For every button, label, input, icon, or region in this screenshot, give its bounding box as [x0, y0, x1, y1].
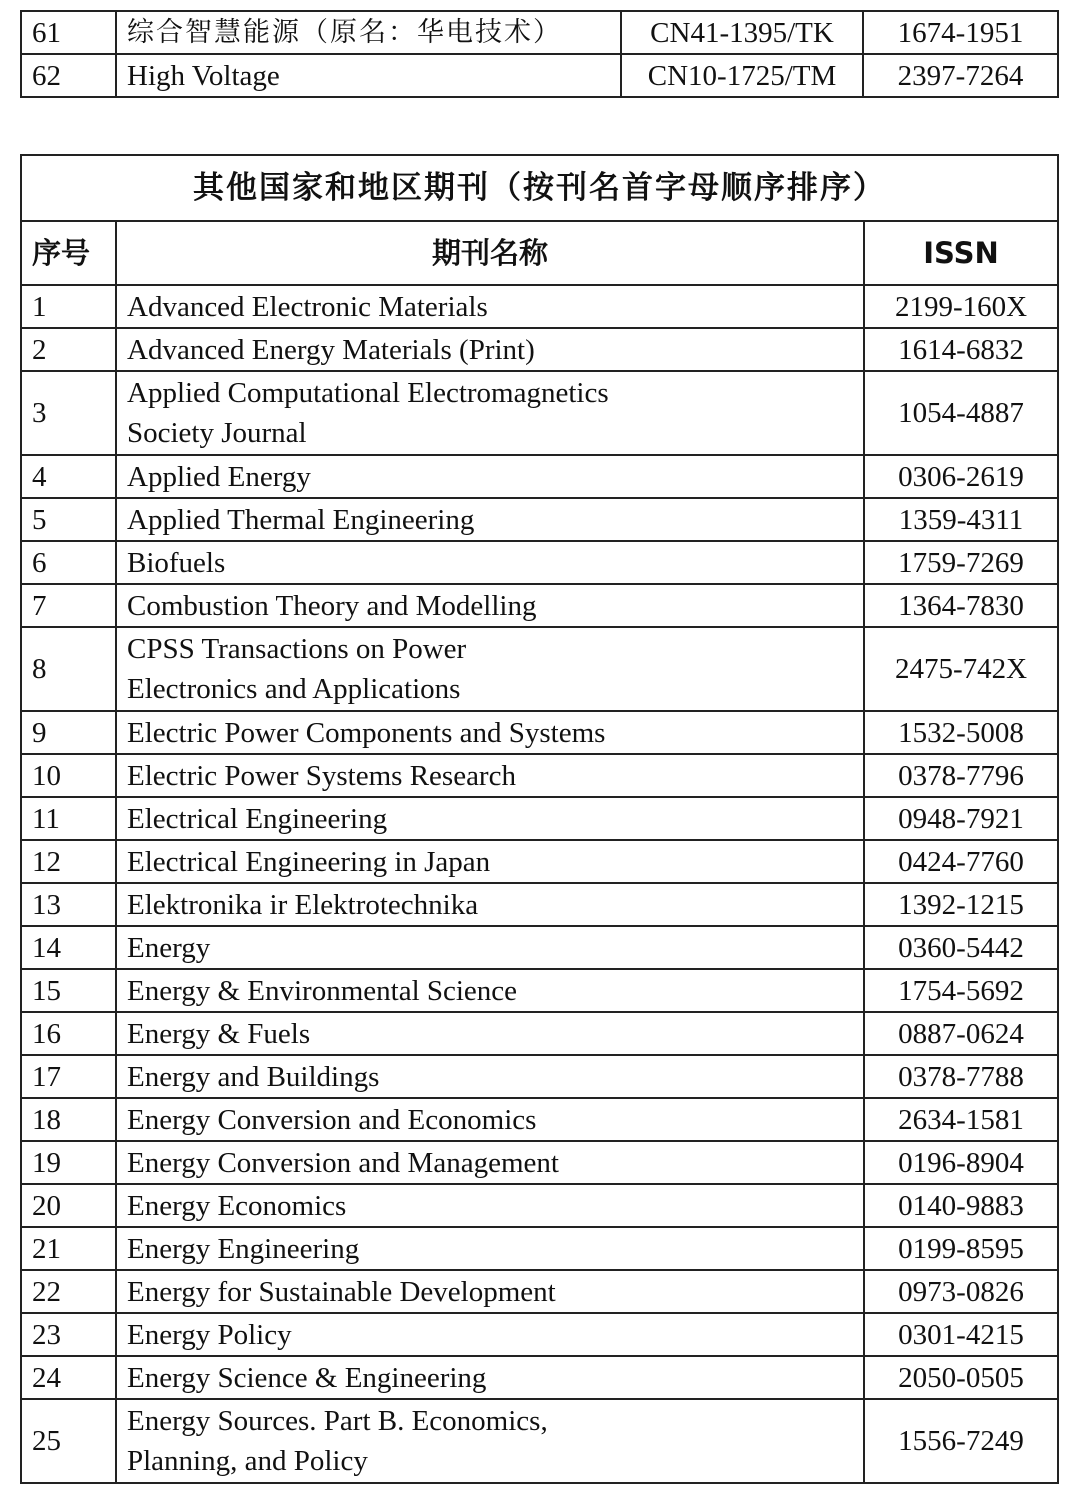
table-row [21, 54, 1058, 97]
journal-name: High Voltage [116, 54, 621, 97]
issn: 0378-7796 [864, 754, 1058, 797]
issn: 1364-7830 [864, 584, 1058, 627]
journal-name: Energy Economics [116, 1184, 864, 1227]
row-number: 12 [21, 840, 116, 883]
journal-name-line: Energy Sources. Part B. Economics, [127, 1405, 548, 1437]
journal-name: Electrical Engineering [116, 797, 864, 840]
header-journal-name: 期刊名称 [116, 221, 864, 285]
header-number: 序号 [21, 221, 116, 285]
cn-number: CN41-1395/TK [621, 11, 863, 54]
row-number: 61 [21, 11, 116, 54]
issn: 0140-9883 [864, 1184, 1058, 1227]
row-number: 22 [21, 1270, 116, 1313]
journal-name [116, 627, 864, 711]
journal-name: Electric Power Systems Research [116, 754, 864, 797]
row-number: 19 [21, 1141, 116, 1184]
row-number: 25 [21, 1399, 116, 1483]
table-row [21, 627, 1058, 711]
journal-name: Energy Conversion and Management [116, 1141, 864, 1184]
row-number: 5 [21, 498, 116, 541]
row-number: 4 [21, 455, 116, 498]
journal-name-line: Planning, and Policy [127, 1445, 368, 1477]
table-row [21, 1399, 1058, 1483]
journal-name: 综合智慧能源（原名：华电技术） [116, 11, 621, 54]
issn: 2199-160X [864, 285, 1058, 328]
table-row [21, 1184, 1058, 1227]
issn: 1054-4887 [864, 371, 1058, 455]
journal-name: Advanced Electronic Materials [116, 285, 864, 328]
row-number: 23 [21, 1313, 116, 1356]
table-row [21, 1270, 1058, 1313]
journal-name [116, 371, 864, 455]
table-row [21, 1012, 1058, 1055]
journal-name: Energy Conversion and Economics [116, 1098, 864, 1141]
table-row [21, 541, 1058, 584]
table-row [21, 328, 1058, 371]
issn: 1359-4311 [864, 498, 1058, 541]
issn: 1754-5692 [864, 969, 1058, 1012]
journal-name-line: Electronics and Applications [127, 673, 461, 705]
table-row [21, 711, 1058, 754]
row-number: 11 [21, 797, 116, 840]
journal-name: Electrical Engineering in Japan [116, 840, 864, 883]
issn: 1532-5008 [864, 711, 1058, 754]
journal-name: Energy & Environmental Science [116, 969, 864, 1012]
table-row [21, 754, 1058, 797]
journal-name: Energy and Buildings [116, 1055, 864, 1098]
table-row [21, 455, 1058, 498]
journal-name: Energy & Fuels [116, 1012, 864, 1055]
issn: 0301-4215 [864, 1313, 1058, 1356]
issn: 0948-7921 [864, 797, 1058, 840]
table-row [21, 883, 1058, 926]
issn: 1556-7249 [864, 1399, 1058, 1483]
row-number: 2 [21, 328, 116, 371]
journal-name: Energy for Sustainable Development [116, 1270, 864, 1313]
cn-number: CN10-1725/TM [621, 54, 863, 97]
table-row [21, 1356, 1058, 1399]
table-row [21, 498, 1058, 541]
issn: 1759-7269 [864, 541, 1058, 584]
row-number: 62 [21, 54, 116, 97]
table-row [21, 926, 1058, 969]
issn: 0378-7788 [864, 1055, 1058, 1098]
table-row [21, 285, 1058, 328]
table-row [21, 11, 1058, 54]
issn: 0306-2619 [864, 455, 1058, 498]
table-row [21, 371, 1058, 455]
journal-name-line: CPSS Transactions on Power [127, 633, 467, 665]
row-number: 17 [21, 1055, 116, 1098]
journal-name: Biofuels [116, 541, 864, 584]
row-number: 7 [21, 584, 116, 627]
issn: 2475-742X [864, 627, 1058, 711]
journal-name: Energy Policy [116, 1313, 864, 1356]
row-number: 15 [21, 969, 116, 1012]
previous-journal-table [20, 10, 1059, 98]
table-row [21, 840, 1058, 883]
row-number: 21 [21, 1227, 116, 1270]
table-row [21, 1227, 1058, 1270]
journal-name: Elektronika ir Elektrotechnika [116, 883, 864, 926]
table-row [21, 584, 1058, 627]
issn: 0973-0826 [864, 1270, 1058, 1313]
row-number: 1 [21, 285, 116, 328]
journal-name: Advanced Energy Materials (Print) [116, 328, 864, 371]
issn: 2050-0505 [864, 1356, 1058, 1399]
journal-name-line: Applied Computational Electromagnetics [127, 377, 609, 409]
journal-name: Energy Science & Engineering [116, 1356, 864, 1399]
issn: 1614-6832 [864, 328, 1058, 371]
issn: 2634-1581 [864, 1098, 1058, 1141]
issn: 0887-0624 [864, 1012, 1058, 1055]
row-number: 24 [21, 1356, 116, 1399]
row-number: 9 [21, 711, 116, 754]
journal-name-line: Society Journal [127, 417, 307, 449]
row-number: 20 [21, 1184, 116, 1227]
journal-name: Energy [116, 926, 864, 969]
section-title: 其他国家和地区期刊（按刊名首字母顺序排序） [21, 155, 1058, 221]
foreign-journal-table [20, 154, 1059, 1484]
table-row [21, 797, 1058, 840]
row-number: 18 [21, 1098, 116, 1141]
table-row [21, 1141, 1058, 1184]
journal-name: Applied Energy [116, 455, 864, 498]
journal-name: Electric Power Components and Systems [116, 711, 864, 754]
table-row [21, 1055, 1058, 1098]
issn: 0424-7760 [864, 840, 1058, 883]
issn: 0196-8904 [864, 1141, 1058, 1184]
issn: 1674-1951 [863, 11, 1058, 54]
issn: 0199-8595 [864, 1227, 1058, 1270]
issn: 0360-5442 [864, 926, 1058, 969]
journal-name [116, 1399, 864, 1483]
row-number: 6 [21, 541, 116, 584]
table-row [21, 1313, 1058, 1356]
row-number: 3 [21, 371, 116, 455]
row-number: 16 [21, 1012, 116, 1055]
row-number: 10 [21, 754, 116, 797]
issn: 2397-7264 [863, 54, 1058, 97]
journal-rows [21, 285, 1058, 1483]
row-number: 13 [21, 883, 116, 926]
journal-name: Applied Thermal Engineering [116, 498, 864, 541]
issn: 1392-1215 [864, 883, 1058, 926]
row-number: 14 [21, 926, 116, 969]
row-number: 8 [21, 627, 116, 711]
table-row [21, 969, 1058, 1012]
journal-name: Combustion Theory and Modelling [116, 584, 864, 627]
header-issn: ISSN [864, 221, 1058, 285]
table-row [21, 1098, 1058, 1141]
journal-name: Energy Engineering [116, 1227, 864, 1270]
